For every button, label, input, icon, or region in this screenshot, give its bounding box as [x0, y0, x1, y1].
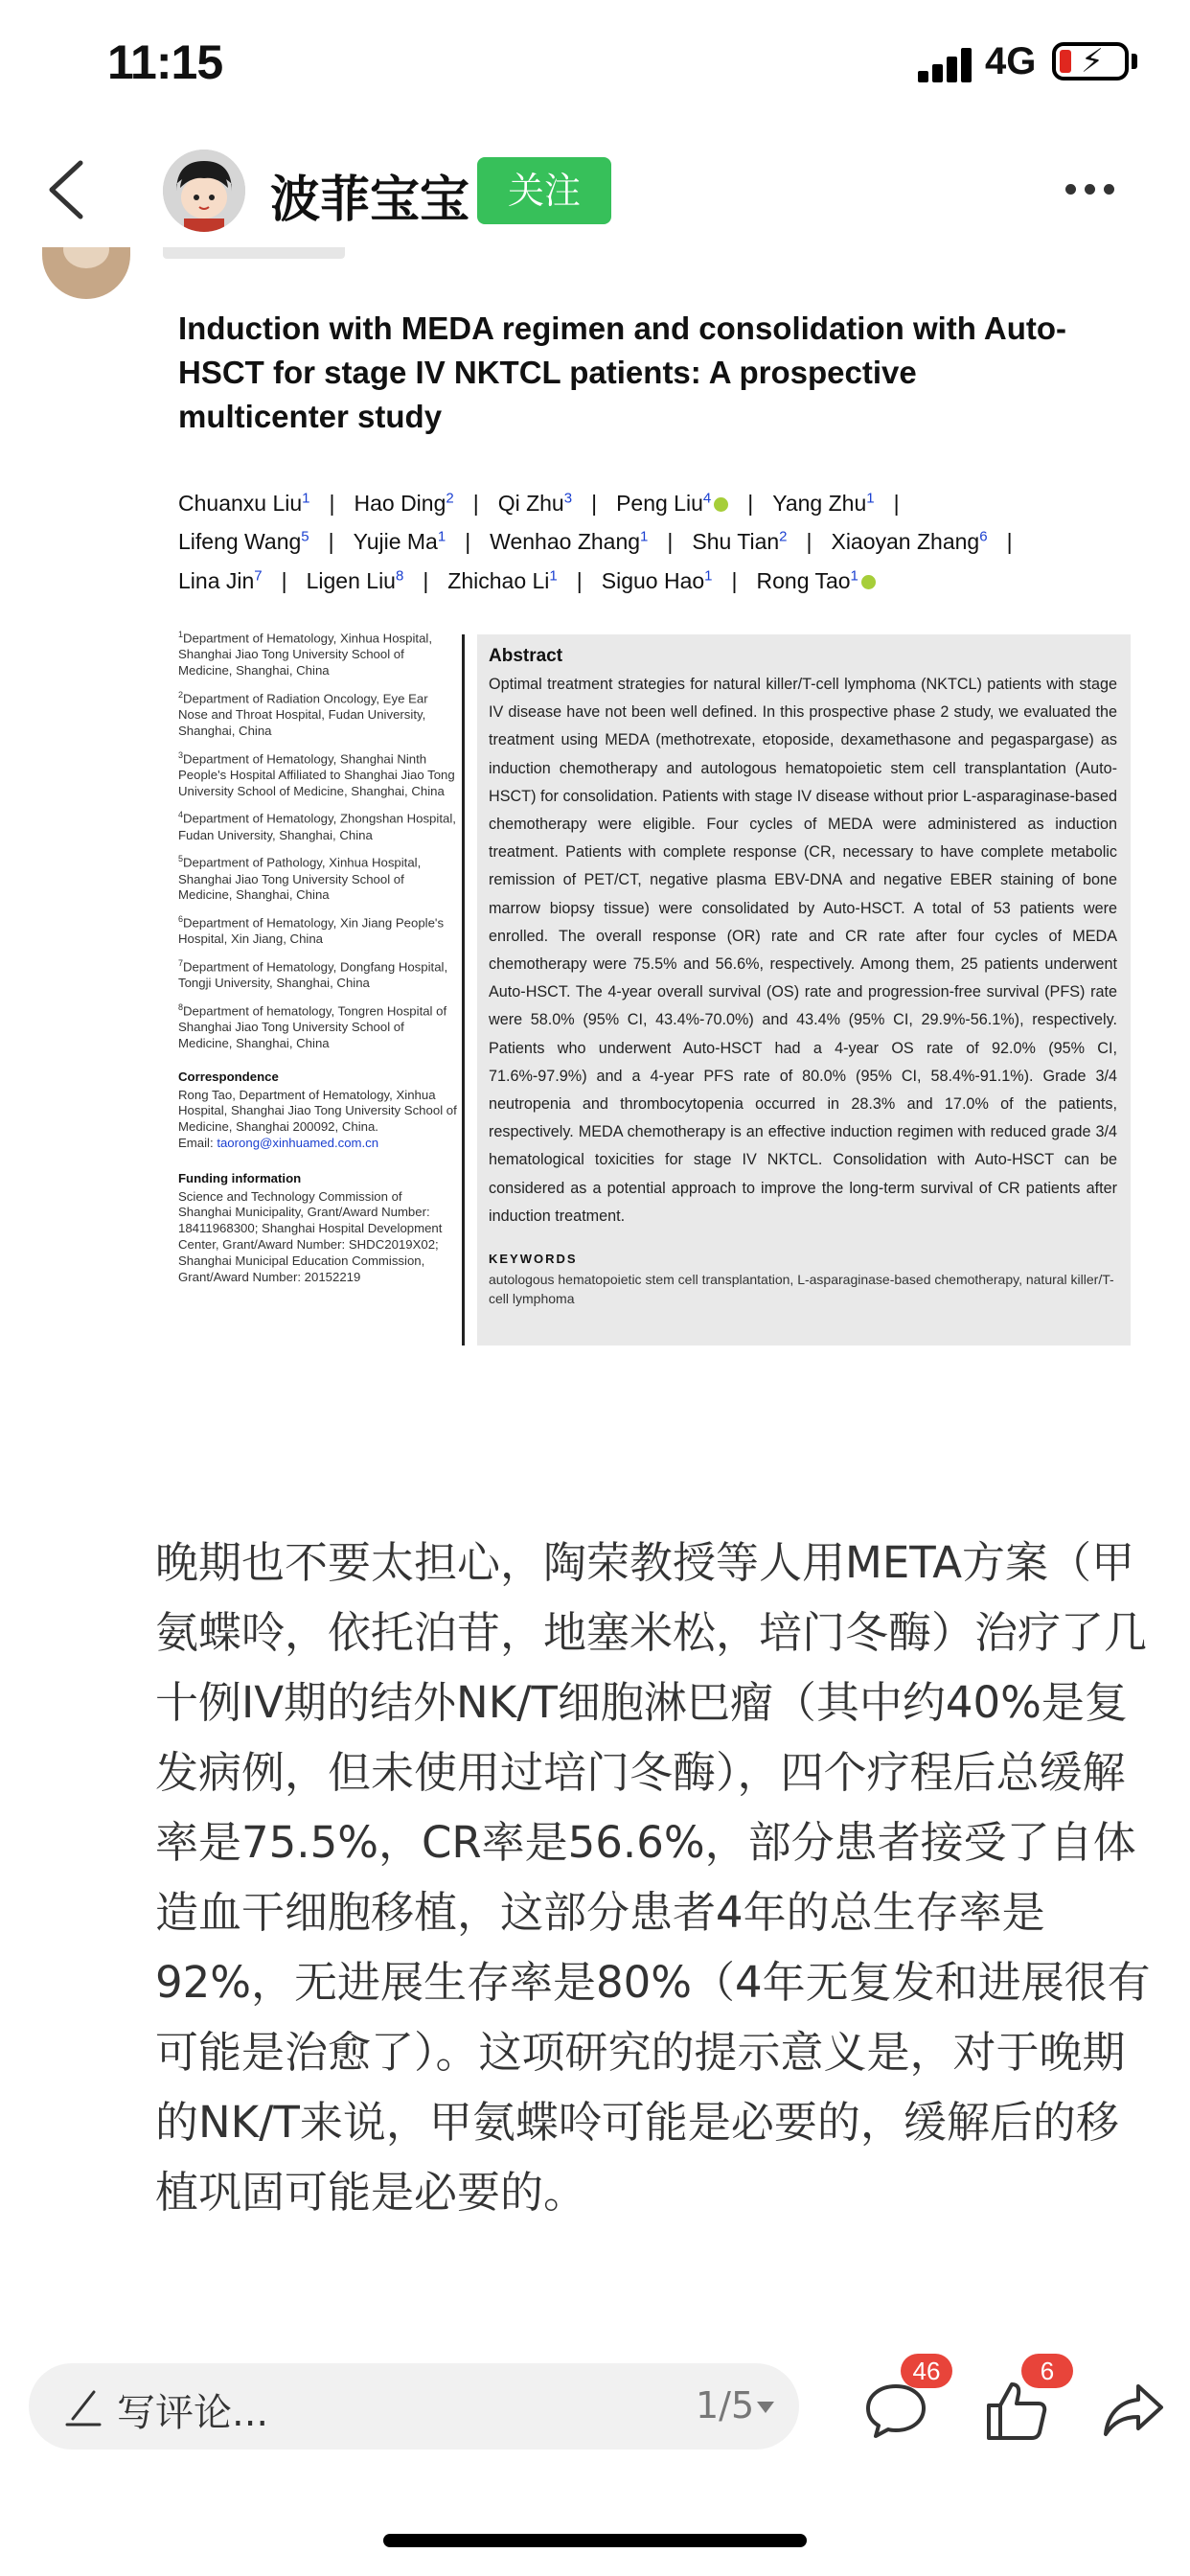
author-separator: |	[1006, 529, 1013, 555]
author-separator: |	[329, 490, 335, 516]
affiliation-number: 1	[302, 490, 310, 506]
correspondence-text	[178, 1088, 458, 1152]
network-label: 4G	[985, 40, 1037, 82]
author-name: Peng Liu$^4$	[616, 491, 728, 516]
author-name: Ligen Liu$^8$	[306, 567, 404, 593]
author-name: Rong Tao$^1$	[757, 568, 876, 593]
author-name: Wenhao Zhang$^1$	[490, 528, 649, 555]
funding-heading: Funding information	[178, 1170, 302, 1185]
follow-button[interactable]: 关注	[477, 157, 611, 224]
affiliation-number: 7	[254, 567, 263, 585]
battery-icon	[1052, 42, 1129, 80]
author-name: Xiaoyan Zhang$^6$	[831, 528, 988, 555]
affiliation-number: 1	[549, 567, 558, 585]
author-separator: |	[893, 490, 900, 516]
author-name: Lifeng Wang$^5$	[178, 528, 309, 555]
author-separator: |	[281, 567, 287, 593]
affiliation-number: 5	[301, 528, 309, 545]
correspondence-heading: Correspondence	[178, 1069, 279, 1084]
affiliation-item: $^5$Department of Pathology, Xinhua Hospital, Shanghai Jiao Tong University School of Medicine, Shanghai, China	[178, 854, 422, 903]
author-separator: |	[465, 529, 471, 555]
author-avatar[interactable]	[163, 150, 245, 232]
author-separator: |	[731, 567, 738, 593]
correspondence-address: Rong Tao, Department of Hematology, Xinhua Hospital, Shanghai Jiao Tong University School of Medicine, Shanghai 200092, China.	[178, 1087, 457, 1135]
chevron-left-icon[interactable]	[42, 159, 90, 220]
affiliations-column	[178, 627, 458, 1293]
keywords-heading: KEYWORDS	[489, 1252, 578, 1267]
status-time: 11:15	[107, 35, 223, 89]
email-link[interactable]: taorong@xinhuamed.com.cn	[217, 1136, 379, 1151]
more-dots-icon[interactable]	[1065, 184, 1115, 196]
affiliation-number: 1	[437, 528, 446, 545]
author-name: Siguo Hao$^1$	[601, 567, 713, 593]
home-indicator	[383, 2534, 807, 2547]
affiliation-number: 1	[640, 528, 649, 545]
affiliation-number: 4	[702, 490, 712, 506]
author-separator: |	[576, 567, 583, 593]
comment-placeholder: 写评论...	[117, 2391, 269, 2435]
author-separator: |	[328, 529, 334, 555]
abstract-text: Optimal treatment strategies for natural killer/T-cell lymphoma (NKTCL) patients with stage IV disease have not been well defined. In this prospective phase 2 study, we evaluated the treatment using MEDA (methotrexate, etoposide, dexamethasone and pegaspargase) as induction chemotherapy and autologous hematopoietic stem cell transplantation (Auto-HSCT) for consolidation. Patients with stage IV disease without prior L-asparaginase-based chemotherapy were eligible. Four cycles of MEDA were administered as induction treatment. Patients with complete response (CR, necessary to have complete metabolic remission of PET/CT, negative plasma EBV-DNA and negative EBER staining of bone marrow biopsy tissue) were consolidated by Auto-HSCT. A total of 53 patients were enrolled. The overall response (OR) rate and CR rate after four cycles of MEDA chemotherapy were 75.5% and 56.6%, respectively. Among them, 25 patients underwent Auto-HSCT. The 4-year overall survival (OS) rate and progression-free survival (PFS) rate were 58.0% (95% CI, 43.4%-70.0%) and 43.4% (95% CI, 29.9%-56.1%), respectively. Patients who underwent Auto-HSCT had a 4-year OS rate of 92.0% (95% CI, 71.6%-97.9%) and a 4-year PFS rate of 80.0% (95% CI, 58.4%-91.1%). Grade 3/4 neutropenia and thrombocytopenia occurred in 28.3% and 17.0% of the patients, respectively. MEDA chemotherapy is an effective induction regimen with reduced grade 3/4 hematological toxicities for stage IV NKTCL. Consolidation with Auto-HSCT can be considered as a potential approach to improve the long-term survival of CR patients after induction treatment.	[489, 676, 1117, 1225]
nav-bar	[0, 130, 1190, 247]
affiliation-number: 1	[850, 567, 858, 585]
email-label: Email:	[178, 1136, 214, 1151]
affiliation-item: $^2$Department of Radiation Oncology, Eye Ear Nose and Throat Hospital, Fudan University, Shanghai, China	[178, 689, 428, 738]
author-separator: |	[667, 529, 674, 555]
caret-down-icon[interactable]	[757, 2402, 774, 2413]
funding-text: Science and Technology Commission of Shanghai Municipality, Grant/Award Number: 18411968300; Shanghai Hospital Development Center, Grant/Award Number: SHDC2019X02; Shanghai Municipal Education Commission, Grant/Award Number: 20152219	[178, 1188, 443, 1284]
abstract-box	[477, 634, 1131, 1346]
keywords-text: autologous hematopoietic stem cell transplantation, L-asparaginase-based chemotherapy, natural killer/T-cell lymphoma	[489, 1272, 1114, 1307]
author-name: Yang Zhu$^1$	[772, 490, 875, 516]
author-separator: |	[747, 490, 754, 516]
author-name: Shu Tian$^2$	[692, 528, 788, 555]
affiliation-list	[178, 627, 458, 1052]
affiliation-number: 3	[563, 490, 573, 506]
affiliation-number: 1	[704, 567, 713, 585]
affiliation-item: $^3$Department of Hematology, Shanghai Ninth People's Hospital Affiliated to Shanghai Jiao Tong University School of Medicine, Shanghai, China	[178, 749, 455, 798]
author-name: Lina Jin$^7$	[178, 567, 263, 593]
comment-input[interactable]	[29, 2363, 799, 2450]
orcid-icon[interactable]	[861, 575, 876, 589]
affiliation-number: 2	[446, 490, 454, 506]
paper-image[interactable]	[178, 307, 1136, 1351]
affiliation-item: $^6$Department of Hematology, Xin Jiang People's Hospital, Xin Jiang, China	[178, 914, 445, 947]
comment-count-badge: 46	[901, 2354, 952, 2388]
affiliation-number: 8	[395, 567, 404, 585]
author-name: Yujie Ma$^1$	[353, 528, 446, 555]
column-divider	[462, 634, 465, 1346]
affiliation-item: $^1$Department of Hematology, Xinhua Hospital, Shanghai Jiao Tong University School of Medicine, Shanghai, China	[178, 630, 432, 678]
affiliation-item: $^7$Department of Hematology, Dongfang Hospital, Tongji University, Shanghai, China	[178, 958, 448, 991]
author-list	[178, 481, 1136, 598]
affiliation-item: $^8$Department of hematology, Tongren Hospital of Shanghai Jiao Tong University School of Medicine, Shanghai, China	[178, 1002, 447, 1051]
post-text: 晚期也不要太担心，陶荣教授等人用META方案（甲氨蝶呤，依托泊苷，地塞米松，培门冬酶）治疗了几十例IV期的结外NK/T细胞淋巴瘤（其中约40%是复发病例，但未使用过培门冬酶），四个疗程后总缓解率是75.5%，CR率是56.6%，部分患者接受了自体造血干细胞移植，这部分患者4年的总生存率是92%，无进展生存率是80%（4年无复发和进展很有可能是治愈了）。这项研究的提示意义是，对于晚期的NK/T来说，甲氨蝶呤可能是必要的，缓解后的移植巩固可能是必要的。	[155, 1537, 1151, 2218]
affiliation-number: 1	[866, 490, 875, 506]
affiliation-number: 2	[779, 528, 788, 545]
paper-title: Induction with MEDA regimen and consolidation with Auto-HSCT for stage IV NKTCL patients: A prospective multicenter study	[178, 310, 1066, 434]
author-name[interactable]: 波菲宝宝	[270, 172, 470, 229]
status-bar	[0, 0, 1190, 130]
author-separator: |	[472, 490, 479, 516]
author-separator: |	[806, 529, 812, 555]
share-button[interactable]	[1100, 2377, 1167, 2444]
affiliation-number: 6	[979, 528, 988, 545]
orcid-icon[interactable]	[714, 497, 728, 512]
author-separator: |	[423, 567, 429, 593]
author-name: Zhichao Li$^1$	[447, 567, 558, 593]
author-name: Qi Zhu$^3$	[497, 490, 573, 516]
author-name: Hao Ding$^2$	[354, 490, 454, 516]
author-separator: |	[591, 490, 598, 516]
signal-icon	[918, 48, 973, 82]
share-icon	[1100, 2377, 1167, 2444]
affiliation-item: $^4$Department of Hematology, Zhongshan Hospital, Fudan University, Shanghai, China	[178, 810, 456, 842]
battery-tip	[1132, 54, 1137, 69]
pencil-icon	[61, 2384, 105, 2428]
author-name: Chuanxu Liu$^1$	[178, 490, 310, 516]
like-count-badge: 6	[1021, 2354, 1073, 2388]
charging-bolt-icon: ⚡	[1081, 42, 1104, 80]
page-indicator[interactable]: 1/5	[696, 2384, 755, 2426]
abstract-heading: Abstract	[489, 646, 563, 666]
